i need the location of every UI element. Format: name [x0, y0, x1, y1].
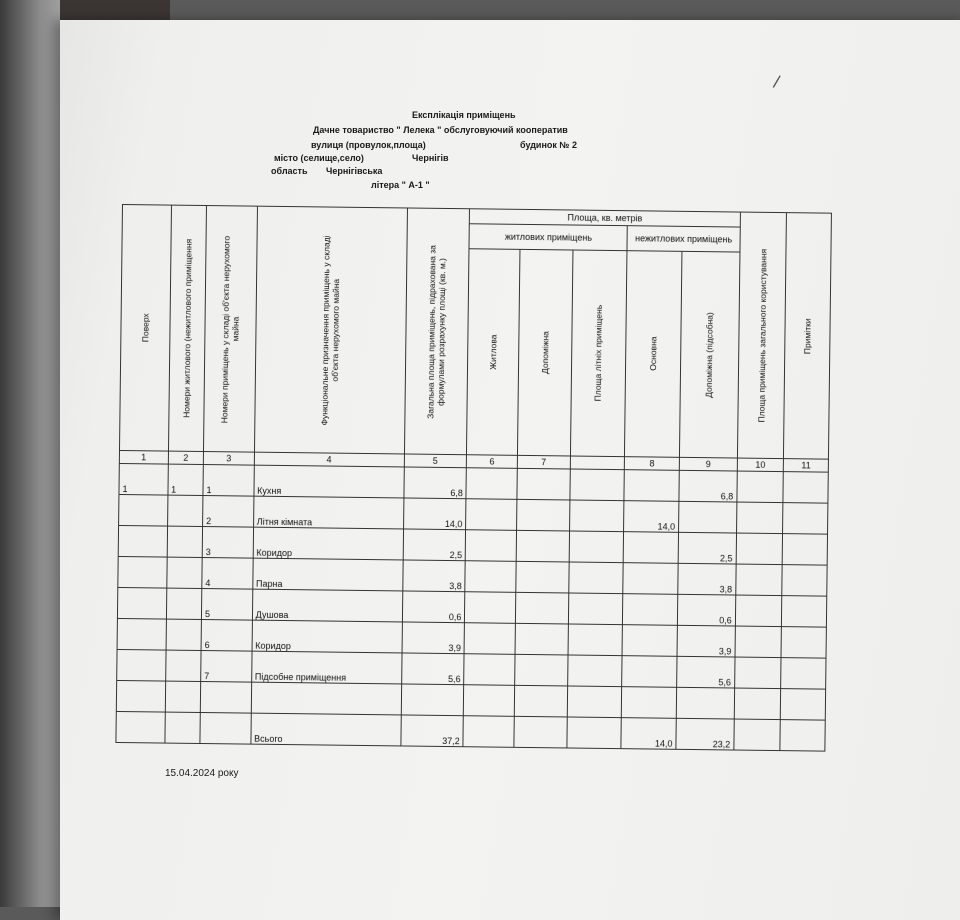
cell-empty: [736, 502, 783, 534]
cell-empty: [465, 592, 516, 624]
cell-empty: [783, 503, 828, 535]
cell-empty: [567, 686, 622, 718]
cell-empty: [737, 471, 784, 503]
cell-total: 5,6: [401, 653, 464, 685]
cell-total: 37,2: [400, 715, 463, 747]
cell-name: Парна: [252, 558, 402, 591]
nonresidential-group-header: нежитлових приміщень: [627, 226, 740, 252]
cell-empty: [781, 689, 826, 721]
cell-name: Коридор: [253, 527, 403, 560]
region-label: область: [271, 166, 308, 176]
cell-room: [200, 681, 251, 713]
cell-empty: [734, 688, 781, 720]
cell-name: [251, 682, 401, 715]
cell-empty: [782, 565, 827, 597]
col-header-common-area: Площа приміщень загального користування: [737, 212, 787, 459]
cell-unit: [166, 619, 202, 650]
region-value: Чернігівська: [326, 166, 383, 176]
cell-empty: [568, 624, 623, 656]
cell-unit: [166, 588, 202, 619]
cell-unit: 1: [168, 464, 204, 495]
cell-unit: [167, 495, 203, 526]
cell-aux: 6,8: [679, 470, 737, 502]
cell-empty: [515, 623, 568, 655]
cell-empty: [464, 685, 515, 717]
cell-empty: [515, 592, 568, 624]
cell-name: Літня кімната: [253, 496, 403, 529]
cell-unit: [165, 650, 201, 681]
document-date: 15.04.2024 року: [165, 768, 239, 779]
cell-total: [401, 684, 464, 716]
col-header-unit: Номери житлового (нежитлового приміщення: [168, 205, 206, 451]
cell-name: Підсобне приміщення: [251, 651, 401, 684]
cell-empty: [466, 499, 517, 531]
cell-empty: [782, 534, 827, 566]
cell-floor: [116, 711, 165, 743]
cell-empty: [735, 595, 782, 627]
cell-floor: [118, 525, 167, 557]
cell-total: 3,8: [402, 560, 465, 592]
cell-empty: [736, 533, 783, 565]
cell-unit: [166, 557, 202, 588]
cell-name: Кухня: [254, 465, 404, 498]
cell-room: 3: [202, 527, 253, 559]
col-header-auxiliary: Допоміжна: [517, 249, 572, 456]
cell-empty: [568, 562, 623, 594]
cell-aux: [679, 501, 737, 533]
cell-total: 14,0: [403, 498, 466, 530]
litera-label: літера " А-1 ": [371, 180, 430, 190]
col-header-utility: Допоміжна (підсобна): [679, 251, 739, 458]
cell-unit: [167, 526, 203, 557]
cell-empty: [464, 654, 515, 686]
cell-empty: [464, 623, 515, 655]
col-header-summer: Площа літніх приміщень: [570, 250, 627, 457]
cell-aux: 5,6: [677, 656, 735, 688]
cell-empty: [514, 716, 567, 748]
cell-empty: [567, 655, 622, 687]
cell-floor: [117, 587, 166, 619]
cell-total: 2,5: [403, 529, 466, 561]
cell-empty: [570, 469, 625, 501]
cell-main: [622, 687, 677, 719]
col-header-floor: Поверх: [119, 205, 171, 452]
building-label: будинок № 2: [520, 140, 577, 150]
cell-room: 5: [201, 589, 252, 621]
cell-main: [623, 532, 678, 564]
pen-mark: /: [771, 71, 782, 93]
cell-empty: [782, 596, 827, 628]
cell-empty: [516, 530, 569, 562]
cell-empty: [781, 627, 826, 659]
cell-unit: [165, 712, 201, 743]
cell-empty: [465, 561, 516, 593]
cell-aux: 3,9: [677, 625, 735, 657]
cell-empty: [566, 717, 621, 749]
cell-empty: [516, 499, 569, 531]
doc-subtitle: Дачне товариство " Лелека " обслуговуючий кооператив: [313, 125, 568, 135]
cell-floor: [119, 494, 168, 526]
area-group-header: Площа, кв. метрів: [470, 209, 741, 227]
cell-floor: [117, 618, 166, 650]
col-header-living: Житлова: [467, 249, 520, 456]
cell-empty: [736, 564, 783, 596]
cell-main: 14,0: [621, 718, 676, 750]
cell-main: [622, 625, 677, 657]
city-label: місто (селище,село): [274, 153, 364, 163]
col-header-purpose: Функціональне призначення приміщень у складі об'єкта нерухомого майна: [254, 206, 407, 454]
cell-empty: [783, 472, 828, 504]
cell-empty: [734, 719, 781, 751]
cell-floor: [118, 556, 167, 588]
cell-empty: [463, 716, 514, 748]
col-header-main: Основна: [625, 251, 682, 458]
col-header-room: Номери приміщень у складі об'єкта нерухомого майна: [204, 206, 258, 453]
cell-empty: [516, 561, 569, 593]
street-label: вулиця (провулок,площа): [311, 140, 426, 150]
cell-empty: [514, 685, 567, 717]
cell-main: [623, 563, 678, 595]
cell-empty: [569, 500, 624, 532]
cell-unit: [165, 681, 201, 712]
cell-room: 1: [203, 465, 254, 497]
cell-total: 3,9: [402, 622, 465, 654]
cell-aux: 2,5: [678, 532, 736, 564]
cell-floor: 1: [119, 463, 168, 495]
cell-room: [200, 712, 251, 744]
col-header-notes: Примітки: [784, 213, 832, 460]
cell-main: [623, 594, 678, 626]
cell-empty: [780, 720, 825, 752]
cell-total: 0,6: [402, 591, 465, 623]
cell-aux: 23,2: [676, 718, 734, 750]
col-header-total-area: Загальна площа приміщень, підрахована за формулами розрахунку площі (кв. м.): [404, 208, 470, 455]
city-value: Чернігів: [412, 153, 449, 163]
doc-title: Експлікація приміщень: [412, 110, 516, 120]
cell-name: Душова: [252, 589, 402, 622]
cell-empty: [466, 468, 517, 500]
cell-empty: [734, 657, 781, 689]
cell-aux: 0,6: [677, 594, 735, 626]
cell-main: [624, 470, 679, 502]
cell-empty: [568, 593, 623, 625]
cell-aux: [676, 687, 734, 719]
cell-empty: [735, 626, 782, 658]
cell-floor: [116, 680, 165, 712]
cell-total: 6,8: [403, 467, 466, 499]
cell-main: 14,0: [624, 501, 679, 533]
column-numbers-row: 1 2 3 4 5 6 7 8 9 10 11: [119, 450, 828, 472]
cell-name: Коридор: [252, 620, 402, 653]
cell-name: Всього: [251, 713, 401, 746]
cell-room: 2: [203, 496, 254, 528]
cell-room: 6: [201, 620, 252, 652]
cell-empty: [569, 531, 624, 563]
cell-room: 4: [202, 558, 253, 590]
cell-floor: [117, 649, 166, 681]
cell-room: 7: [201, 650, 252, 682]
residential-group-header: житлових приміщень: [469, 224, 627, 251]
cell-empty: [465, 530, 516, 562]
cell-main: [622, 656, 677, 688]
cell-empty: [517, 468, 570, 500]
cell-empty: [515, 654, 568, 686]
explication-table: [115, 204, 832, 752]
cell-empty: [781, 658, 826, 690]
cell-aux: 3,8: [678, 563, 736, 595]
